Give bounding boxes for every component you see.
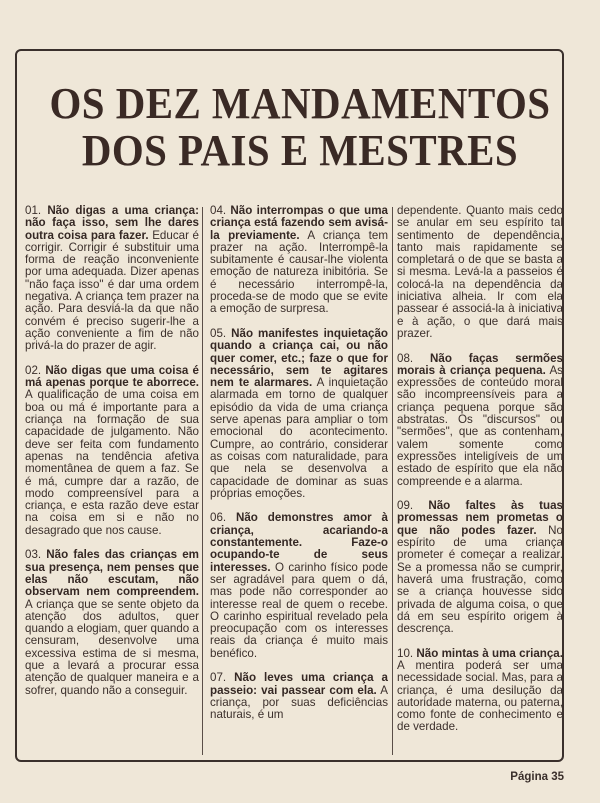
page-number: Página 35: [510, 771, 564, 783]
commandment-number: 03.: [25, 548, 42, 562]
commandment-heading: Não mintas à uma criança.: [416, 646, 563, 660]
column-divider: [202, 207, 203, 755]
commandment-body: A mentira poderá ser uma necessidade social. Mas, para a criança, é uma desilução da autoridade materna, ou paterna, como fonte de conhecimento e de verdade.: [397, 658, 563, 734]
commandment-number: 05.: [210, 326, 227, 340]
commandment-heading: Não fales das crianças em sua presença, nem penses que elas não escutam, não observam nem compreendem.: [25, 548, 199, 599]
commandment-body: A criança tem prazer na ação. Interrompê-la subitamente é causar-lhe violenta emoção de natureza inibitória. Se é necessário interrompê-la, proceda-se de modo que se evite a emoção de surpresa.: [210, 228, 388, 316]
commandment-number: 06.: [210, 511, 227, 525]
page-title: [21, 80, 579, 174]
column-1: [25, 205, 199, 709]
commandment-paragraph: [210, 205, 388, 316]
commandment-paragraph: [210, 512, 388, 660]
commandment-heading: Não interrompas o que uma criança está fazendo sem avisá-la previamente.: [210, 204, 388, 242]
commandment-paragraph: [397, 500, 563, 635]
commandment-paragraph: [210, 328, 388, 500]
commandment-number: 04.: [210, 204, 227, 217]
commandment-body: A inquietação alarmada em torno de qualquer episódio da vida de uma criança serve apenas para ampliar o tom emocional do acontecimento. Cumpre, ao contrário, considerar as coisas com naturalidade, para que nela se desenvolva a capacidade de dominar as suas próprias emoções.: [210, 376, 388, 500]
title-line-2: DOS PAIS E MESTRES: [81, 126, 519, 175]
commandment-body: O carinho físico pode ser agradável para quem o dá, mas pode não corresponder ao interesse real de quem o recebe. O carinho espiritual revelado pela preocupação com os interesses reais da criança é muito mais benéfico.: [210, 560, 388, 660]
commandment-heading: Não digas a uma criança: não faça isso, sem lhe dares outra coisa para fazer.: [25, 204, 199, 242]
commandment-body: Educar é corrigir. Corrigir é substituir uma forma de reação inconveniente por uma adequada. Dizer apenas "não faça isso" é dar uma ordem negativa. A criança tem prazer na ação. Para desviá-la da que não convém é preciso sugerir-lhe a ação conveniente a fim de não privá-la do prazer de agir.: [25, 228, 199, 353]
commandment-body: A criança que se sente objeto da atenção dos adultos, quer quando a elogiam, quer quando a censuram, desenvolve uma excessiva estima de si mesma, que a levará a procurar essa atenção de qualquer maneira e a sofrer, quando não a conseguir.: [25, 597, 199, 697]
commandment-body: A qualificação de uma coisa em boa ou má é importante para a criança na formação de sua capacidade de julgamento. Não deve ser feita com fundamento apenas na tendência afetiva momentânea de quem a faz. Se é má, cumpre dar a razão, de modo compreensível para a criança, e esta razão deve estar na coisa em si e não no desagrado que nos cause.: [25, 388, 199, 537]
commandment-heading: Não manifestes inquietação quando a criança cai, ou não quer comer, etc.; faze o que for necessário, sem te agitares nem te alarmares.: [210, 326, 388, 390]
commandment-number: 07.: [210, 671, 227, 685]
commandment-body: A criança, por suas deficiências naturais, é um: [210, 683, 388, 722]
commandment-heading: Não faças sermões morais à criança pequena.: [397, 351, 563, 377]
commandment-heading: Não digas que uma coisa é má apenas porque te aborrece.: [25, 363, 199, 390]
commandment-paragraph: [210, 672, 388, 721]
commandment-paragraph: [397, 205, 563, 340]
commandment-paragraph: [397, 353, 563, 488]
column-2: [210, 205, 388, 734]
commandment-number: 02.: [25, 363, 42, 377]
commandment-number: 01.: [25, 204, 42, 217]
column-3: [397, 205, 563, 746]
commandment-number: 09.: [397, 499, 414, 513]
commandment-heading: Não demonstres amor à criança, acariando-a constantemente. Faze-o ocupando-te de seus interesses.: [210, 511, 388, 574]
commandment-heading: Não leves uma criança a passeio: vai passear com ela.: [210, 671, 388, 697]
commandment-heading: Não faltes às tuas promessas nem prometas o que não podes fazer.: [397, 499, 563, 537]
commandment-number: 10.: [397, 646, 414, 660]
commandment-body: As expressões de conteúdo moral são incompreensíveis para a criança pequena porque são abstratas. Os "discursos" ou "sermões", que as contenham, valem somente como expressões inteligíveis de um estado de espírito que ela não compreende e a alarma.: [397, 363, 563, 488]
commandment-body: dependente. Quanto mais cedo se anular em seu espírito tal sentimento de dependência, tanto mais rapidamente se completará o de que se basta a si mesma. Levá-la a passeios é colocá-la na dependência da iniciativa alheia. Ir com ela passear é associá-la à iniciativa e à ação, o que dará mais prazer.: [397, 204, 563, 340]
commandment-paragraph: [25, 205, 199, 353]
column-divider: [392, 207, 393, 755]
title-line-1: OS DEZ MANDAMENTOS: [49, 79, 551, 128]
commandment-paragraph: [25, 365, 199, 537]
commandment-paragraph: [397, 648, 563, 734]
commandment-number: 08.: [397, 351, 414, 365]
commandment-paragraph: [25, 549, 199, 697]
commandment-body: No espírito de uma criança prometer é começar a realizar. Se a promessa não se cumprir, haverá uma frustração, como se a criança houvesse sido privada de alguma coisa, o que dá em seu espírito origem à descrença.: [397, 523, 563, 636]
